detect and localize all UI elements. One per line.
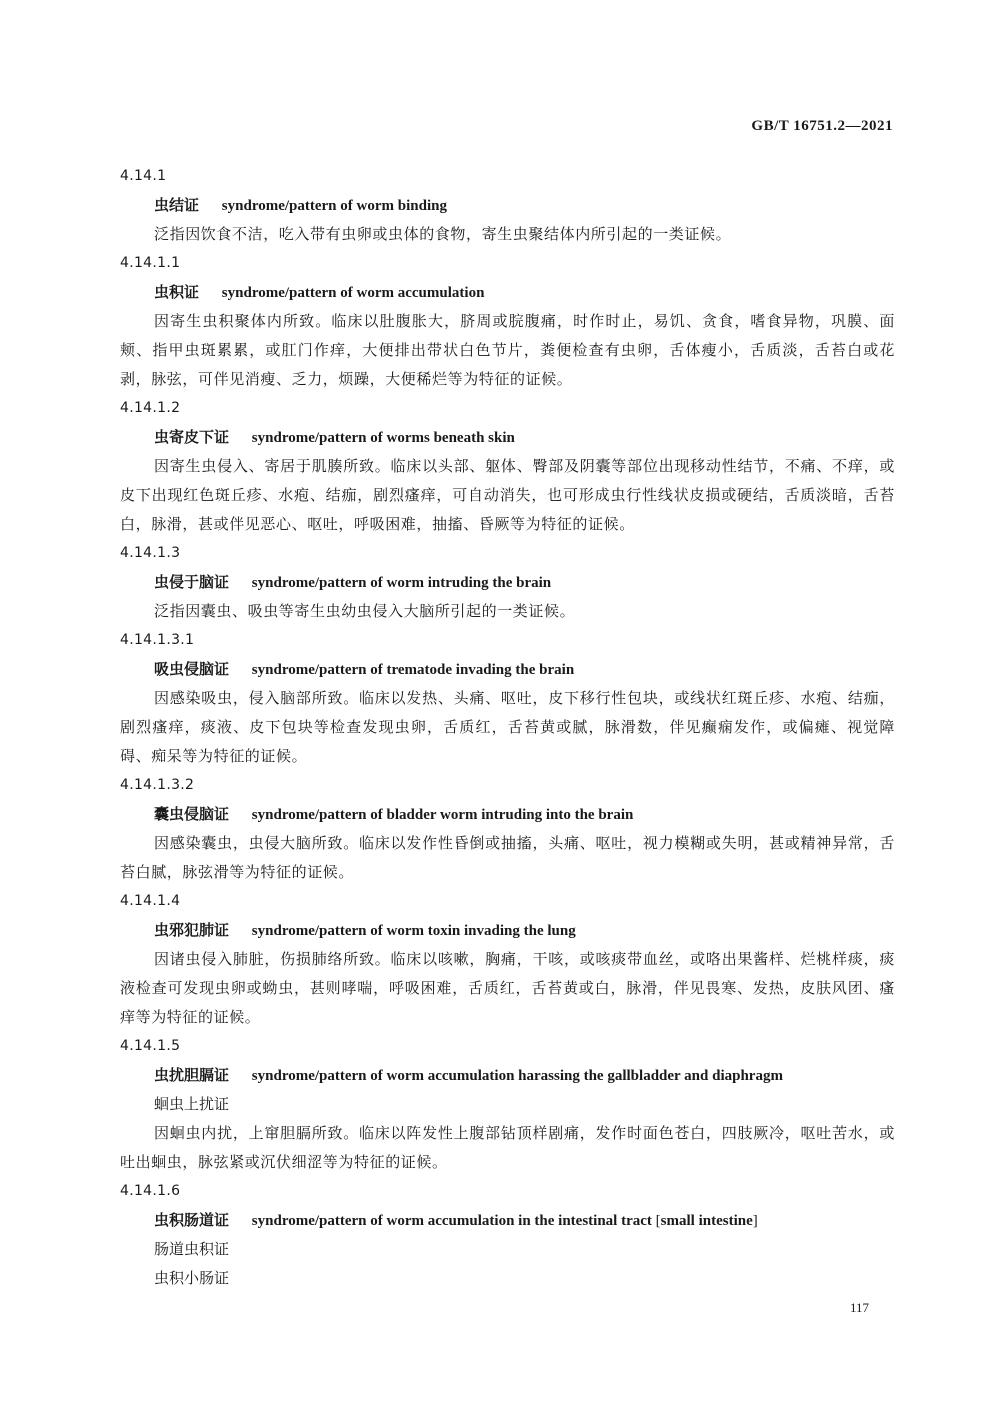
term-zh: 虫寄皮下证	[154, 428, 230, 446]
definition: 因感染吸虫，侵入脑部所致。临床以发热、头痛、呕吐，皮下移行性包块，或线状红斑丘疹、水疱、结痂，剧烈瘙痒，痰液、皮下包块等检查发现虫卵，舌质红，舌苔黄或腻，脉滑数，伴见癫痫发作，或偏瘫、视觉障碍、痴呆等为特征的证候。	[120, 689, 895, 765]
term-zh: 吸虫侵脑证	[154, 660, 230, 678]
term-line	[120, 278, 895, 307]
term-en: syndrome/pattern of trematode invading the brain	[251, 662, 575, 678]
term-line	[120, 568, 895, 597]
entry-number: 4.14.1.3.2	[120, 777, 195, 793]
synonym: 蛔虫上扰证	[154, 1095, 230, 1113]
header-standard-number: GB/T 16751.2—2021	[751, 118, 893, 134]
term-line	[120, 655, 895, 684]
entry-number: 4.14.1.4	[120, 893, 181, 909]
term-line	[120, 800, 895, 829]
term-line	[120, 423, 895, 452]
term-en: syndrome/pattern of worm accumulation in the intestinal tract	[251, 1213, 652, 1229]
entry-number: 4.14.1.6	[120, 1183, 181, 1199]
definition: 因诸虫侵入肺脏，伤损肺络所致。临床以咳嗽，胸痛，干咳，或咳痰带血丝，或咯出果酱样、烂桃样痰，痰液检查可发现虫卵或蚴虫，甚则哮喘，呼吸困难，舌质红，舌苔黄或白，脉滑，伴见畏寒、发热，皮肤风团、瘙痒等为特征的证候。	[120, 950, 895, 1026]
term-zh: 虫邪犯肺证	[154, 921, 230, 939]
entry-number: 4.14.1	[120, 168, 167, 184]
left-bracket: [	[655, 1213, 661, 1229]
term-line	[120, 1061, 895, 1090]
term-en-group	[252, 1213, 758, 1229]
term-zh: 虫积肠道证	[154, 1211, 230, 1229]
term-zh: 虫积证	[154, 283, 200, 301]
term-en: syndrome/pattern of worms beneath skin	[251, 430, 515, 446]
document-body	[120, 162, 895, 1293]
entry-number: 4.14.1.1	[120, 255, 181, 271]
entry-number: 4.14.1.3	[120, 545, 181, 561]
entry-number: 4.14.1.3.1	[120, 632, 195, 648]
definition: 因寄生虫积聚体内所致。临床以肚腹胀大，脐周或脘腹痛，时作时止，易饥、贪食，嗜食异物，巩膜、面颊、指甲虫斑累累，或肛门作痒，大便排出带状白色节片，粪便检查有虫卵，舌体瘦小，舌质淡，舌苔白或花剥，脉弦，可伴见消瘦、乏力，烦躁，大便稀烂等为特征的证候。	[120, 312, 895, 388]
term-en-alt: small intestine	[660, 1213, 753, 1229]
term-en: syndrome/pattern of worm binding	[221, 198, 447, 214]
term-zh: 虫扰胆膈证	[154, 1066, 230, 1084]
term-en: syndrome/pattern of worm intruding the brain	[251, 575, 552, 591]
definition: 泛指因饮食不洁，吃入带有虫卵或虫体的食物，寄生虫聚结体内所引起的一类证候。	[154, 225, 732, 243]
definition: 因蛔虫内扰，上窜胆膈所致。临床以阵发性上腹部钻顶样剧痛，发作时面色苍白，四肢厥冷，呕吐苦水，或吐出蛔虫，脉弦紧或沉伏细涩等为特征的证候。	[120, 1124, 895, 1171]
definition: 泛指因囊虫、吸虫等寄生虫幼虫侵入大脑所引起的一类证候。	[154, 602, 576, 620]
term-en: syndrome/pattern of worm toxin invading the lung	[251, 923, 576, 939]
definition: 因寄生虫侵入、寄居于肌腠所致。临床以头部、躯体、臀部及阴囊等部位出现移动性结节，不痛、不痒，或皮下出现红色斑丘疹、水疱、结痂，剧烈瘙痒，可自动消失，也可形成虫行性线状皮损或硬结，舌质淡暗，舌苔白，脉滑，甚或伴见恶心、呕吐，呼吸困难，抽搐、昏厥等为特征的证候。	[120, 457, 895, 533]
synonym: 肠道虫积证	[154, 1240, 230, 1258]
term-en: syndrome/pattern of bladder worm intruding into the brain	[251, 807, 634, 823]
synonym: 虫积小肠证	[154, 1269, 230, 1287]
term-line	[120, 191, 895, 220]
term-zh: 囊虫侵脑证	[154, 805, 230, 823]
term-zh: 虫结证	[154, 196, 200, 214]
term-en: syndrome/pattern of worm accumulation harassing the gallbladder and diaphragm	[251, 1068, 783, 1084]
term-en: syndrome/pattern of worm accumulation	[221, 285, 485, 301]
term-line	[120, 916, 895, 945]
term-zh: 虫侵于脑证	[154, 573, 230, 591]
definition: 因感染囊虫，虫侵大脑所致。临床以发作性昏倒或抽搐，头痛、呕吐，视力模糊或失明，甚或精神异常，舌苔白腻，脉弦滑等为特征的证候。	[120, 834, 895, 881]
page-number: 117	[849, 1300, 869, 1315]
term-line	[120, 1206, 895, 1235]
right-bracket: ]	[752, 1213, 758, 1229]
entry-number: 4.14.1.5	[120, 1038, 181, 1054]
entry-number: 4.14.1.2	[120, 400, 181, 416]
